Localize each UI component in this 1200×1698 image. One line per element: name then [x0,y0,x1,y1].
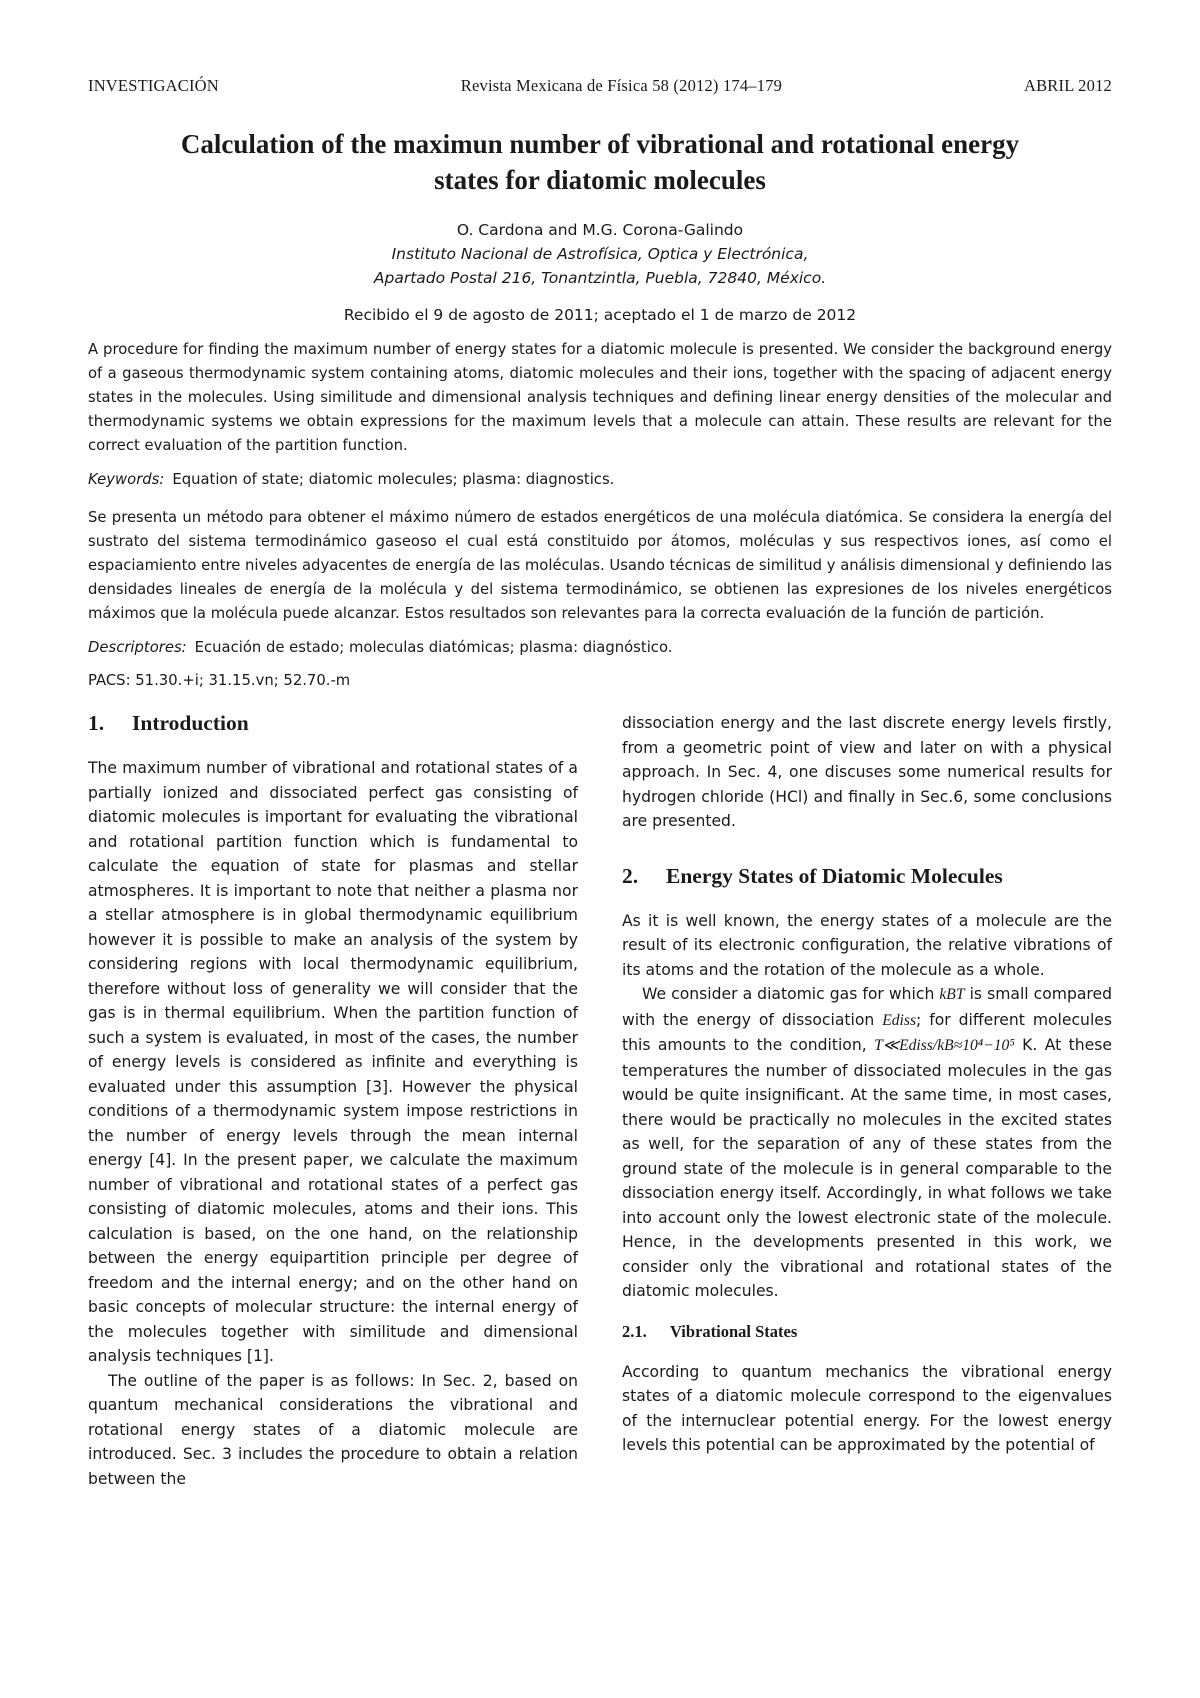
section-2-heading [622,864,1112,889]
header-journal: Revista Mexicana de Física 58 (2012) 174–179 [460,76,783,95]
section-1-paragraph-3: dissociation energy and the last discrete energy levels firstly, from a geometric point of view and later on with a physical approach. In Sec. 4, one discuses some numerical results for hydrogen chloride (HCl) and finally in Sec.6, some conclusions are presented. [622,714,1112,830]
section-2-paragraph-2-part-d: K. At these temperatures the number of dissociated molecules in the gas would be quite insignificant. At the same time, in most cases, there would be practically no molecules in the excited states as well, for the separation of any of these states from the ground state of the molecule is in general comparable to the dissociation energy itself. Accordingly, in what follows we take into account only the lowest electronic state of the molecule. Hence, in the developments presented in this work, we consider only the vibrational and rotational states of the diatomic molecules. [622,1036,1112,1300]
section-2-paragraph-1: As it is well known, the energy states of a molecule are the result of its electronic configuration, the relative vibrations of its atoms and the rotation of the molecule as a whole. [622,911,1112,979]
section-1-heading [88,711,578,736]
math-kbt: kBT [939,986,965,1003]
section-2-paragraph-2 [622,982,1112,1304]
two-column-body [88,711,1112,1491]
affiliation-line-2: Apartado Postal 216, Tonantzintla, Puebla, 72840, México. [373,269,827,287]
header-date: ABRIL 2012 [1023,76,1112,95]
right-column [622,711,1112,1491]
left-column [88,711,578,1491]
math-temperature-condition: T≪Ediss/kB≈10⁴−10⁵ [874,1037,1015,1054]
running-header [88,0,1112,96]
section-2-paragraph-2-part-a: We consider a diatomic gas for which [642,985,940,1003]
subsection-2-1-title: Vibrational States [670,1321,798,1341]
header-section: INVESTIGACIÓN [88,76,219,95]
section-2-number: 2. [622,863,639,888]
paper-title: Calculation of the maximun number of vibrational and rotational energy states for diatomic molecules [180,129,1020,195]
section-2-title: Energy States of Diatomic Molecules [666,863,1003,888]
abstract-english [88,338,1112,458]
subsection-2-1-heading [622,1322,1112,1342]
authors: O. Cardona and M.G. Corona-Galindo [456,221,744,239]
section-2-paragraph-2-part-b: is small compared with the energy of dissociation [622,985,1112,1029]
subsection-2-1-paragraph-1: According to quantum mechanics the vibrational energy states of a diatomic molecule correspond to the eigenvalues of the internuclear potential energy. For the lowest energy levels this potential can be approximated by the potential of [622,1362,1112,1454]
pacs-codes: PACS: 51.30.+i; 31.15.vn; 52.70.-m [88,672,351,689]
received-dates: Recibido el 9 de agosto de 2011; aceptado el 1 de marzo de 2012 [343,306,857,324]
affiliation-line-1: Instituto Nacional de Astrofísica, Optica y Electrónica, [391,245,809,263]
section-1-number: 1. [88,711,105,735]
abstract-spanish-text: Se presenta un método para obtener el máximo número de estados energéticos de una molécula diatómica. Se considera la energía del sustrato del sistema termodinámico gaseoso el cual está constituido por átomos, moléculas y sus respectivos iones, así como el espaciamiento entre niveles adyacentes de energía de las moléculas. Usando técnicas de similitud y análisis dimensional y definiendo las densidades lineales de energía de la molécula y del sistema termodinámico, se obtienen las expresiones de los niveles energéticos máximos que la molécula puede alcanzar. Estos resultados son relevantes para la correcta evaluación de la función de partición. [88,509,1112,622]
math-ediss: Ediss [882,1011,917,1029]
abstract-english-text: A procedure for finding the maximum number of energy states for a diatomic molecule is presented. We consider the background energy of a gaseous thermodynamic system containing atoms, diatomic molecules and their ions, together with the spacing of adjacent energy states in the molecules. Using similitude and dimensional analysis techniques and defining linear energy densities of the molecular and thermodynamic systems we obtain expressions for the maximum levels that a molecule can attain. These results are relevant for the correct evaluation of the partition function. [88,341,1112,454]
keywords [88,468,1112,492]
section-2-paragraph-2-part-c: ; for different molecules this amounts to the condition, [622,1010,1112,1054]
section-1-paragraph-1: The maximum number of vibrational and rotational states of a partially ionized and dissociated perfect gas consisting of diatomic molecules is important for evaluating the vibrational and rotational partition function which is fundamental to calculate the equation of state for plasmas and stellar atmospheres. It is important to note that neither a plasma nor a stellar atmosphere is in global thermodynamic equilibrium however it is possible to make an analysis of the system by considering regions with local thermodynamic equilibrium, therefore without loss of generality we will consider that the gas is in thermal equilibrium. When the partition function of such a system is evaluated, in most of the cases, the number of energy levels is considered as infinite and everything is evaluated under this assumption [3]. However the physical conditions of a thermodynamic system impose restrictions in the number of energy levels through the mean internal energy [4]. In the present paper, we calculate the maximum number of vibrational and rotational states of a perfect gas consisting of diatomic molecules, atoms and their ions. This calculation is based, on the one hand, on the relationship between the energy equipartition principle per degree of freedom and the internal energy; and on the other hand on basic concepts of molecular structure: the internal energy of the molecules together with similitude and dimensional analysis techniques [1]. [88,759,578,1365]
descriptores-label: Descriptores: [88,639,187,656]
keywords-text: Equation of state; diatomic molecules; plasma: diagnostics. [172,471,615,488]
keywords-label: Keywords: [88,471,165,488]
section-1-paragraph-2: The outline of the paper is as follows: In Sec. 2, based on quantum mechanical considerations the vibrational and rotational energy states of a diatomic molecule are introduced. Sec. 3 includes the procedure to obtain a relation between the [88,1371,578,1488]
subsection-2-1-number: 2.1. [622,1321,647,1341]
descriptores [88,636,1112,660]
descriptores-text: Ecuación de estado; moleculas diatómicas; plasma: diagnóstico. [194,639,673,656]
section-1-title: Introduction [132,711,249,735]
abstract-spanish [88,506,1112,626]
